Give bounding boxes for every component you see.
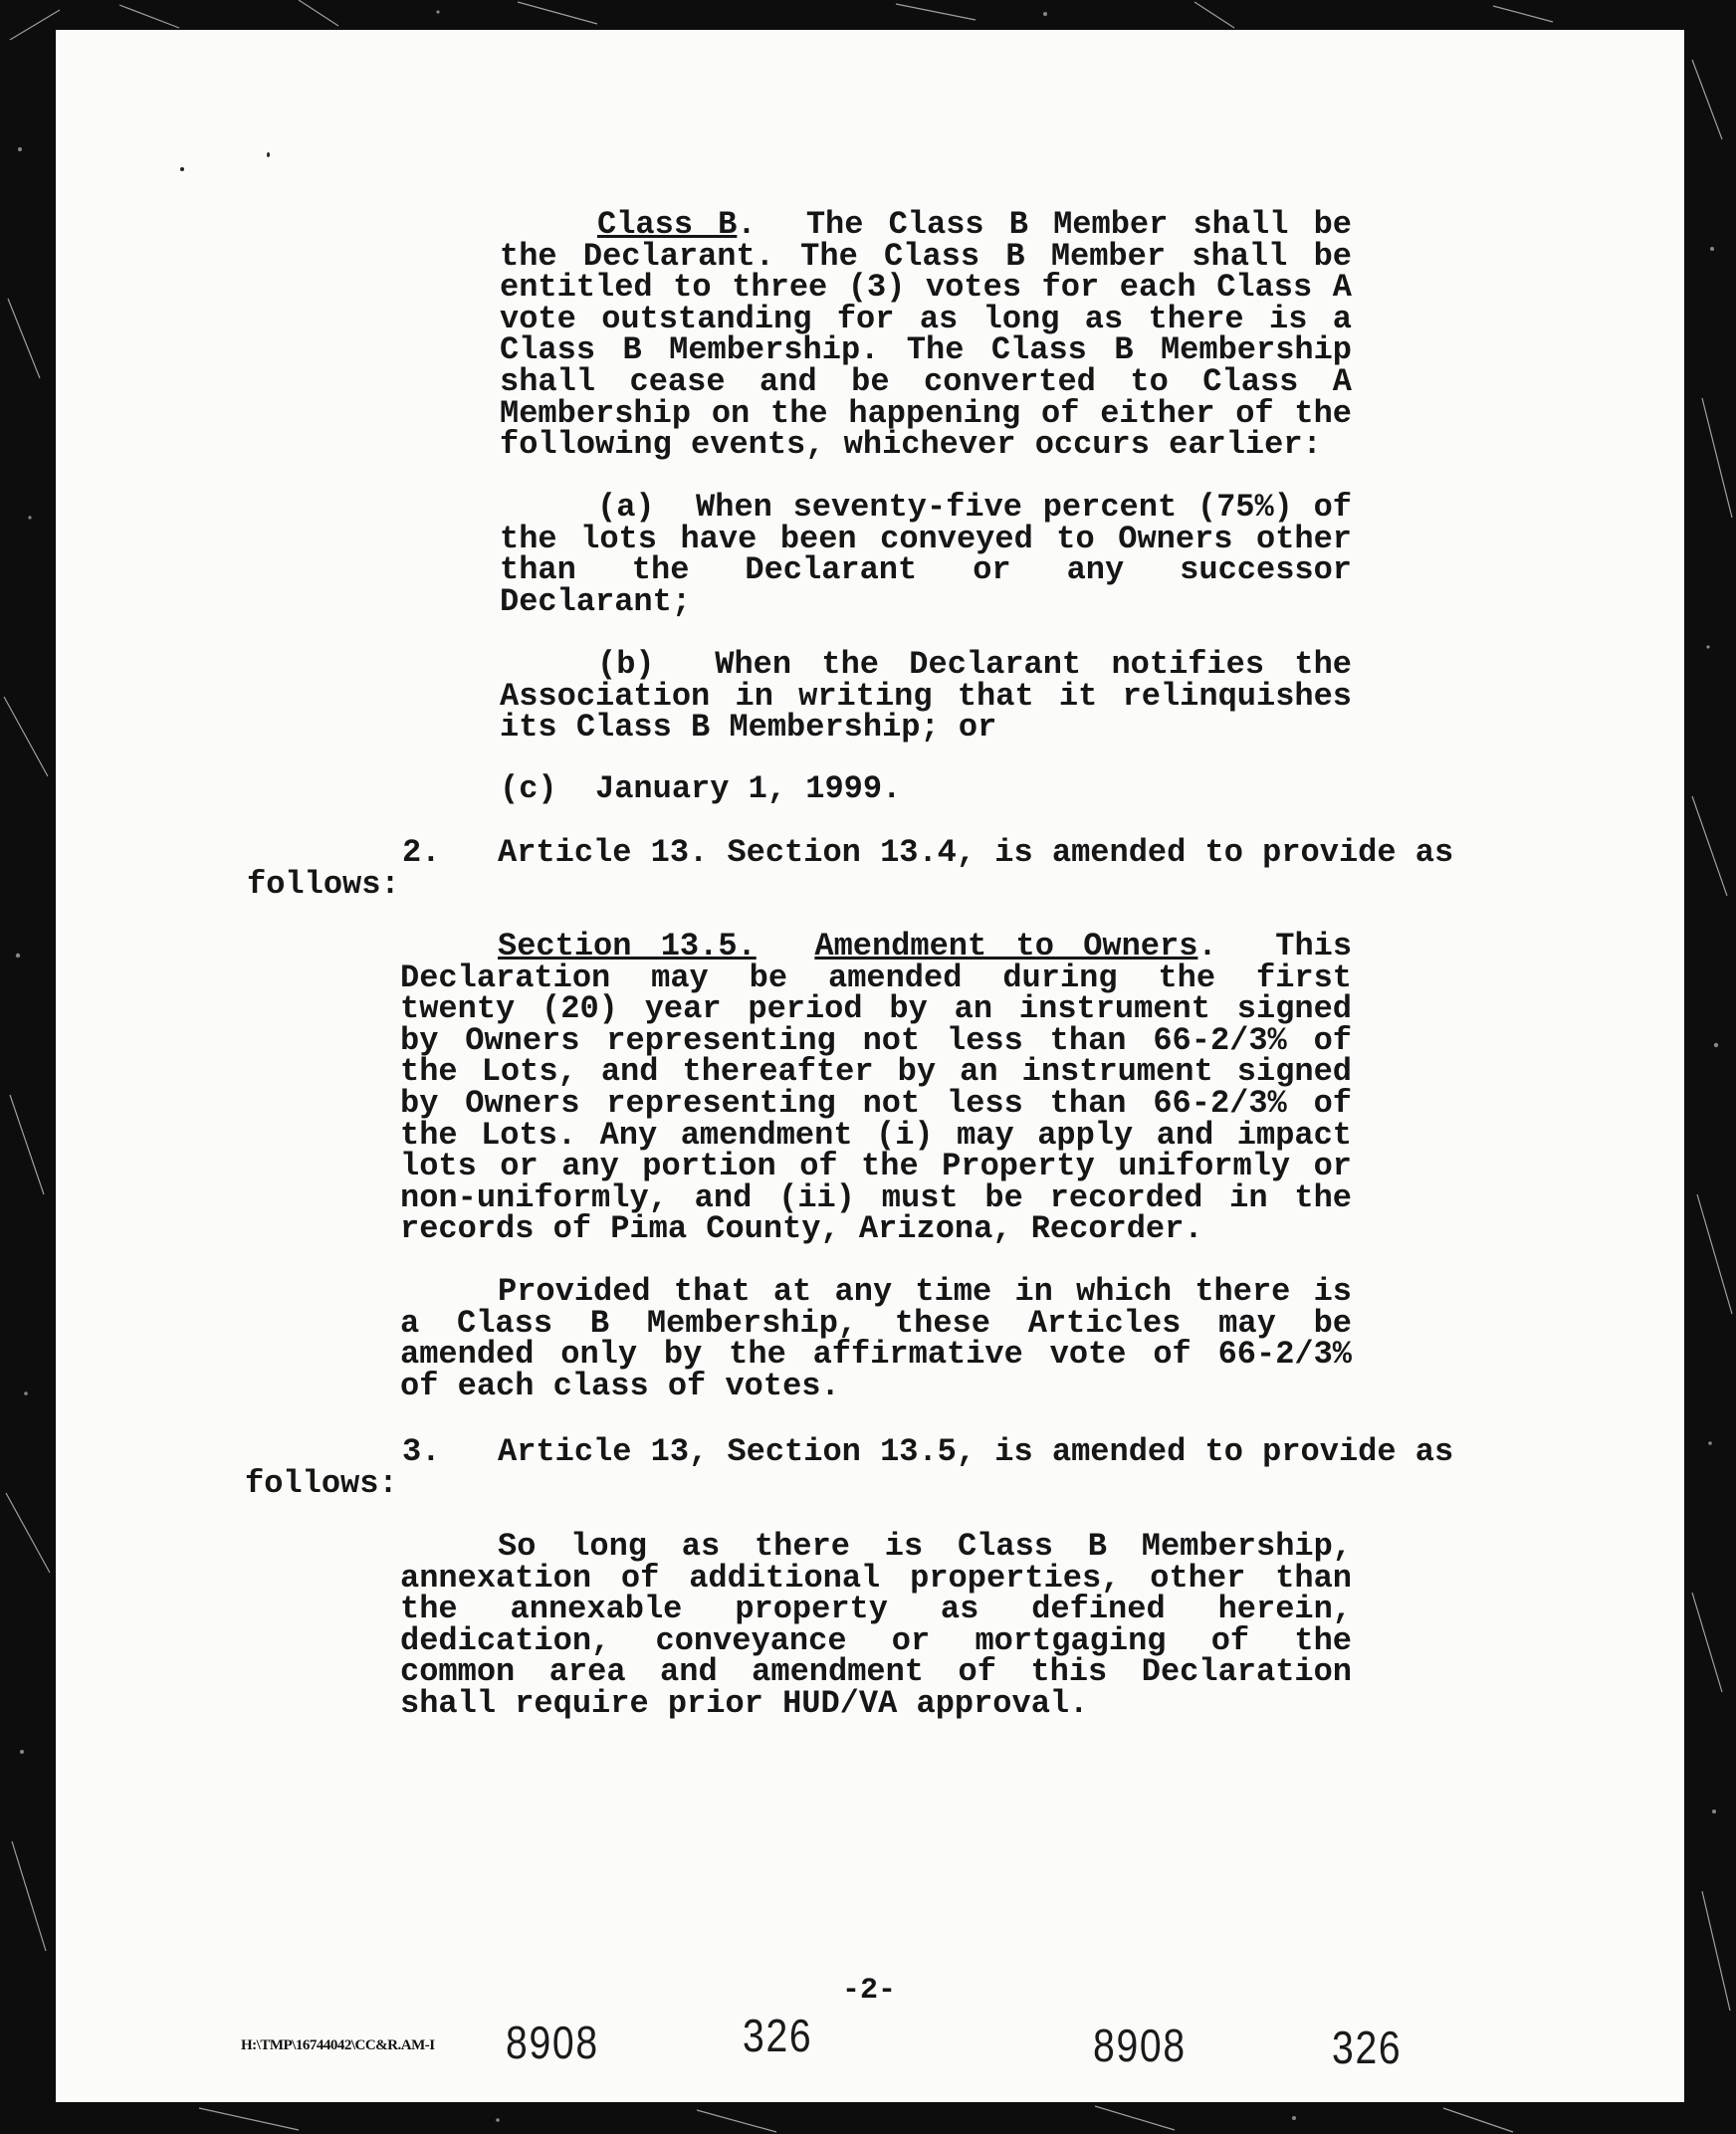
proviso-text: Provided that at any time in which there is a Class B Membership, these Articles may be amended only by the affirmative vote of 66-2/3% of each class of votes.: [400, 1273, 1352, 1404]
item-3-text-continued: follows:: [245, 1465, 398, 1502]
event-c-text: January 1, 1999.: [595, 770, 902, 807]
page-number-stamp-right: 326: [1332, 2022, 1403, 2073]
class-b-paragraph: [500, 206, 1353, 464]
item-3-number: 3.: [402, 1433, 441, 1470]
proviso-paragraph: [400, 1273, 1352, 1404]
page-number: -2-: [842, 1974, 897, 2008]
scan-speck: [180, 167, 184, 171]
class-b-body: The Class B Member shall be the Declarant. The Class B Member shall be entitled to three (3) votes for each Class A vote outstanding for as long as there is a Class B Membership. The Class B Membership shall cease and be converted to Class A Membership on the happening of either of the following events, whichever occurs earlier:: [500, 206, 1353, 464]
section-title-punct: .: [1197, 928, 1217, 964]
event-b-text: When the Declarant notifies the Association in writing that it relinquishes its Class B Membership; or: [500, 646, 1353, 747]
section-13-5-paragraph: [400, 1528, 1352, 1722]
scan-speck: [267, 152, 270, 157]
class-b-heading: Class B: [597, 206, 738, 243]
item-2-number: 2.: [402, 834, 441, 871]
event-c-label: (c): [500, 770, 557, 807]
item-3-text: Article 13, Section 13.5, is amended to provide as: [498, 1433, 1454, 1470]
section-13-4-body: This Declaration may be amended during the first twenty (20) year period by an instrument signed by Owners representing not less than 66-2/3% of the Lots, and thereafter by an instrument signed by Owners representing not less than 66-2/3% of the Lots. Any amendment (i) may apply and impact lots or any portion of the Property uniformly or non-uniformly, and (ii) must be recorded in the records of Pima County, Arizona, Recorder.: [400, 928, 1353, 1248]
book-number-stamp-left: 8908: [506, 2017, 599, 2068]
book-number-stamp-right: 8908: [1093, 2020, 1187, 2071]
section-13-4-paragraph: [400, 928, 1353, 1248]
item-2-text-continued: follows:: [247, 866, 400, 903]
page-number-stamp-left: 326: [743, 2010, 813, 2061]
section-title: Amendment to Owners: [814, 928, 1198, 964]
event-c-paragraph: [500, 770, 1352, 807]
class-b-heading-punct: .: [737, 206, 757, 243]
event-a-label: (a): [597, 489, 655, 526]
section-13-5-text: So long as there is Class B Membership, annexation of additional properties, other than the annexable property as defined herein, dedication, conveyance or mortgaging of the common area and amendment of this Declaration shall require prior HUD/VA approval.: [400, 1528, 1352, 1722]
item-2-text: Article 13. Section 13.4, is amended to provide as: [498, 834, 1454, 871]
event-b-paragraph: [500, 646, 1353, 747]
file-path: H:\TMP\16744042\CC&R.AM-I: [241, 2037, 435, 2053]
event-a-paragraph: [500, 489, 1353, 620]
event-b-label: (b): [597, 646, 655, 683]
event-a-text: When seventy-five percent (75%) of the lots have been conveyed to Owners other than the Declarant or any successor Declarant;: [500, 489, 1353, 620]
section-label: Section 13.5.: [498, 928, 757, 964]
